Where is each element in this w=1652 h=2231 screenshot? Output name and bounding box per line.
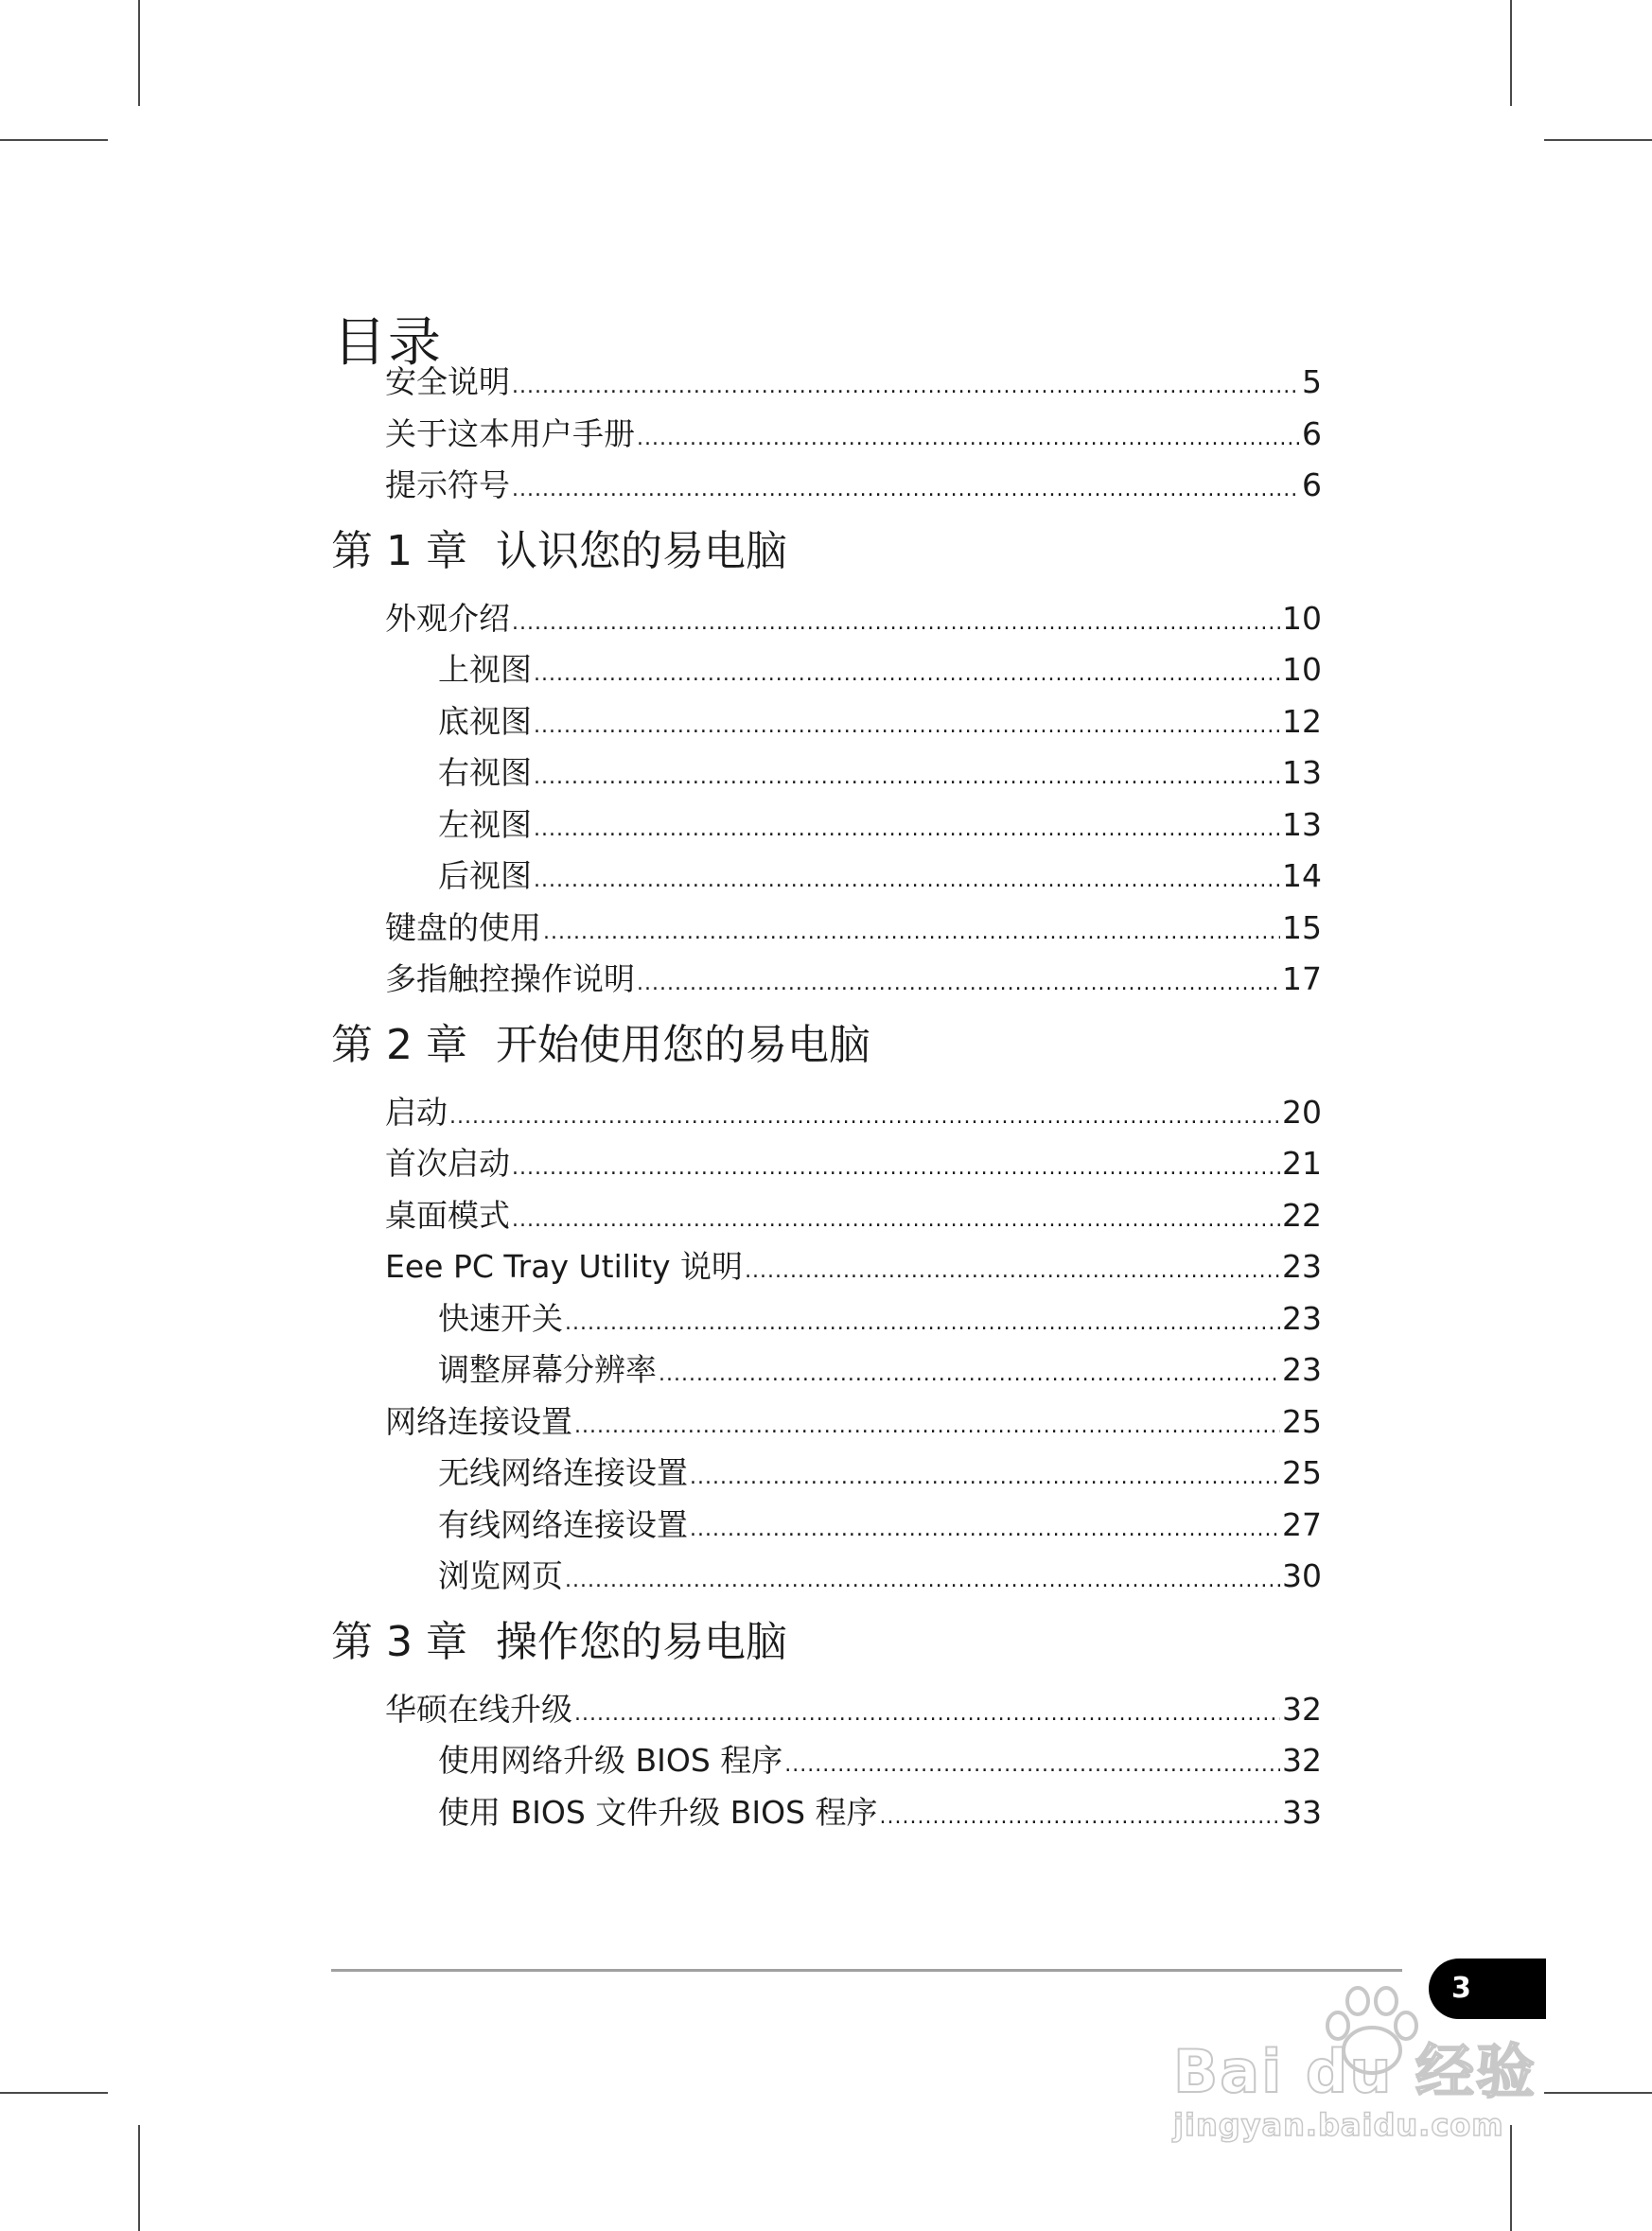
toc-entry-page: 22 bbox=[1282, 1196, 1322, 1234]
toc-entry[interactable] bbox=[438, 1504, 1322, 1546]
toc-entry[interactable] bbox=[385, 413, 1322, 455]
toc-entry-label: 华硕在线升级 bbox=[385, 1690, 572, 1728]
toc-entry-label: 启动 bbox=[385, 1093, 448, 1131]
watermark-url-text: jingyan.baidu.com bbox=[1173, 2107, 1504, 2143]
toc-entry[interactable] bbox=[385, 361, 1322, 403]
toc-entry[interactable] bbox=[438, 701, 1322, 743]
toc-entry-page: 32 bbox=[1282, 1690, 1322, 1728]
toc-entry-label: 多指触控操作说明 bbox=[385, 960, 635, 997]
crop-mark-bottom-left-horizontal bbox=[0, 2092, 108, 2094]
toc-entry-label: 底视图 bbox=[438, 702, 532, 740]
footer-rule bbox=[331, 1969, 1402, 1972]
watermark-main-text: Bai du 经验 bbox=[1173, 2037, 1538, 2106]
toc-entry-label: 桌面模式 bbox=[385, 1196, 510, 1234]
toc-entry[interactable] bbox=[385, 958, 1322, 1000]
toc-entry-label: 使用网络升级 BIOS 程序 bbox=[438, 1742, 783, 1779]
dot-leader bbox=[690, 1457, 1280, 1499]
toc-entry-label: 首次启动 bbox=[385, 1145, 510, 1182]
toc-entry[interactable] bbox=[385, 1689, 1322, 1730]
chapter-title: 认识您的易电脑 bbox=[495, 526, 787, 575]
chapter-heading bbox=[331, 1018, 870, 1073]
toc-entry-page: 23 bbox=[1282, 1299, 1322, 1337]
dot-leader bbox=[637, 963, 1280, 1005]
toc-entry-page: 13 bbox=[1282, 805, 1322, 843]
dot-leader bbox=[637, 418, 1300, 460]
toc-entry-page: 32 bbox=[1282, 1742, 1322, 1779]
toc-entry[interactable] bbox=[385, 1246, 1322, 1288]
toc-entry-page: 23 bbox=[1282, 1351, 1322, 1388]
dot-leader bbox=[512, 469, 1300, 511]
toc-entry-label: 使用 BIOS 文件升级 BIOS 程序 bbox=[438, 1793, 878, 1831]
toc-entry-page: 13 bbox=[1282, 754, 1322, 791]
toc-entry[interactable] bbox=[438, 1555, 1322, 1597]
chapter-number: 第 3 章 bbox=[331, 1617, 467, 1666]
toc-entry[interactable] bbox=[385, 465, 1322, 506]
toc-entry-page: 12 bbox=[1282, 702, 1322, 740]
crop-mark-top-right-horizontal bbox=[1544, 139, 1652, 141]
toc-entry-page: 23 bbox=[1282, 1248, 1322, 1285]
toc-entry-label: 无线网络连接设置 bbox=[438, 1454, 688, 1491]
toc-entry-label: 外观介绍 bbox=[385, 599, 510, 637]
toc-entry-label: 提示符号 bbox=[385, 466, 510, 503]
toc-entry-label: 左视图 bbox=[438, 805, 532, 843]
chapter-heading bbox=[331, 1615, 787, 1670]
crop-mark-bottom-left-vertical bbox=[138, 2125, 140, 2231]
dot-leader bbox=[512, 1200, 1280, 1241]
dot-leader bbox=[534, 654, 1280, 695]
chapter-number: 第 1 章 bbox=[331, 526, 467, 575]
toc-entry[interactable] bbox=[438, 649, 1322, 691]
toc-entry[interactable] bbox=[438, 1740, 1322, 1782]
toc-entry[interactable] bbox=[438, 804, 1322, 846]
crop-mark-top-right-vertical bbox=[1510, 0, 1512, 106]
toc-entry-label: 关于这本用户手册 bbox=[385, 414, 635, 452]
toc-entry-page: 14 bbox=[1282, 857, 1322, 894]
crop-mark-bottom-right-horizontal bbox=[1544, 2092, 1652, 2094]
toc-entry[interactable] bbox=[385, 1143, 1322, 1185]
dot-leader bbox=[534, 757, 1280, 799]
toc-entry-page: 30 bbox=[1282, 1557, 1322, 1594]
toc-entry-page: 6 bbox=[1302, 466, 1322, 503]
toc-entry[interactable] bbox=[438, 855, 1322, 897]
toc-entry-label: 调整屏幕分辨率 bbox=[438, 1351, 657, 1388]
crop-mark-top-left-vertical bbox=[138, 0, 140, 106]
toc-entry[interactable] bbox=[438, 1349, 1322, 1391]
dot-leader bbox=[534, 860, 1280, 902]
toc-title: 目录 bbox=[333, 311, 443, 374]
crop-mark-top-left-horizontal bbox=[0, 139, 108, 141]
dot-leader bbox=[534, 706, 1280, 747]
toc-entry-page: 21 bbox=[1282, 1145, 1322, 1182]
toc-entry-page: 5 bbox=[1302, 363, 1322, 400]
dot-leader bbox=[690, 1509, 1280, 1551]
toc-entry-label: 网络连接设置 bbox=[385, 1402, 572, 1440]
toc-entry-page: 25 bbox=[1282, 1402, 1322, 1440]
dot-leader bbox=[512, 366, 1300, 408]
toc-entry[interactable] bbox=[385, 1092, 1322, 1133]
toc-entry-label: 键盘的使用 bbox=[385, 908, 541, 946]
dot-leader bbox=[574, 1694, 1280, 1735]
toc-entry-label: 上视图 bbox=[438, 651, 532, 688]
dot-leader bbox=[449, 1097, 1280, 1138]
chapter-number: 第 2 章 bbox=[331, 1020, 467, 1069]
toc-entry[interactable] bbox=[438, 1452, 1322, 1494]
toc-entry-label: 安全说明 bbox=[385, 363, 510, 400]
toc-entry[interactable] bbox=[385, 1401, 1322, 1443]
toc-entry-page: 15 bbox=[1282, 908, 1322, 946]
page-number: 3 bbox=[1451, 1972, 1471, 2005]
dot-leader bbox=[745, 1251, 1280, 1292]
dot-leader bbox=[565, 1303, 1280, 1344]
toc-entry-label: 后视图 bbox=[438, 857, 532, 894]
toc-entry-page: 10 bbox=[1282, 651, 1322, 688]
dot-leader bbox=[659, 1354, 1280, 1396]
toc-entry-label: 快速开关 bbox=[438, 1299, 563, 1337]
dot-leader bbox=[534, 809, 1280, 851]
toc-entry-label: 浏览网页 bbox=[438, 1557, 563, 1594]
chapter-heading bbox=[331, 524, 787, 579]
toc-entry-page: 33 bbox=[1282, 1793, 1322, 1831]
toc-entry-page: 10 bbox=[1282, 599, 1322, 637]
dot-leader bbox=[784, 1745, 1280, 1786]
dot-leader bbox=[512, 603, 1280, 644]
toc-entry[interactable] bbox=[438, 1298, 1322, 1340]
toc-entry-page: 20 bbox=[1282, 1093, 1322, 1131]
dot-leader bbox=[574, 1406, 1280, 1448]
dot-leader bbox=[565, 1560, 1280, 1602]
toc-entry[interactable] bbox=[385, 907, 1322, 949]
toc-entry-page: 27 bbox=[1282, 1505, 1322, 1543]
toc-entry[interactable] bbox=[438, 1792, 1322, 1834]
toc-entry[interactable] bbox=[385, 598, 1322, 640]
toc-entry-label: 右视图 bbox=[438, 754, 532, 791]
toc-entry-page: 6 bbox=[1302, 414, 1322, 452]
baidu-watermark bbox=[1173, 1982, 1552, 2171]
toc-entry-label: Eee PC Tray Utility 说明 bbox=[385, 1248, 744, 1285]
toc-entry-page: 17 bbox=[1282, 960, 1322, 997]
toc-entry-label: 有线网络连接设置 bbox=[438, 1505, 688, 1543]
dot-leader bbox=[543, 912, 1280, 954]
dot-leader bbox=[880, 1797, 1280, 1838]
toc-entry-page: 25 bbox=[1282, 1454, 1322, 1491]
chapter-title: 开始使用您的易电脑 bbox=[495, 1020, 870, 1069]
toc-entry[interactable] bbox=[385, 1195, 1322, 1237]
toc-entry[interactable] bbox=[438, 752, 1322, 794]
dot-leader bbox=[512, 1148, 1280, 1189]
chapter-title: 操作您的易电脑 bbox=[495, 1617, 787, 1666]
